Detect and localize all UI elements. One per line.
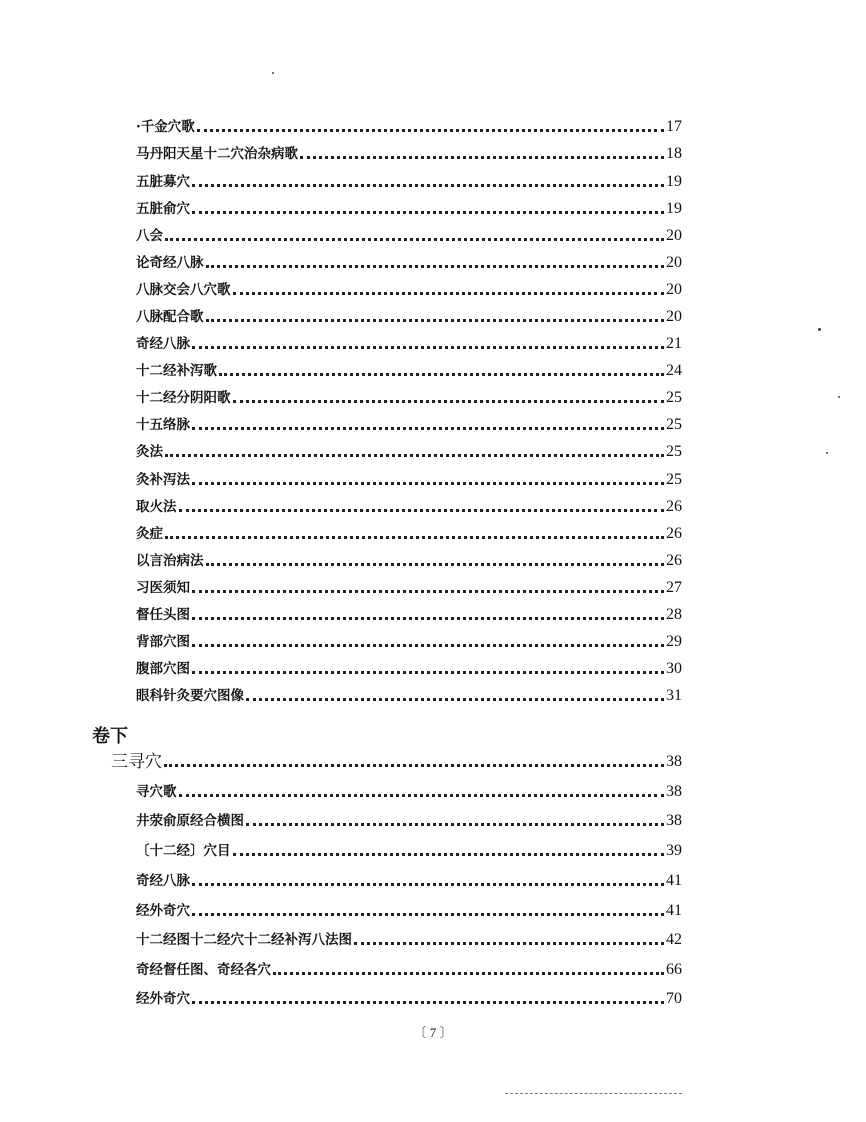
leader-dots	[233, 853, 665, 856]
toc-entry-page: 26	[666, 525, 682, 542]
leader-dots	[354, 942, 664, 945]
toc-entry-label: 寻穴歌	[136, 784, 177, 800]
toc-entry	[136, 961, 682, 979]
toc-entry-page: 21	[666, 335, 682, 352]
toc-entry-page: 25	[666, 471, 682, 488]
leader-dots	[164, 764, 664, 767]
toc-entry	[136, 471, 682, 489]
toc-entry	[136, 200, 682, 218]
toc-entry-label: 背部穴图	[136, 634, 190, 650]
toc-entry-label: 八脉交会八穴歌	[136, 282, 231, 298]
toc-entry	[136, 227, 682, 245]
toc-entry	[136, 606, 682, 624]
toc-entry-label: 灸症	[136, 526, 163, 542]
toc-entry	[136, 633, 682, 651]
scan-speck	[818, 328, 821, 331]
section-heading: 卷下	[92, 726, 128, 747]
leader-dots	[179, 794, 665, 797]
toc-entry-label: ·千金穴歌	[136, 119, 195, 135]
toc-entry	[136, 783, 682, 801]
leader-dots	[246, 698, 664, 701]
toc-entry-page: 26	[666, 552, 682, 569]
toc-entry-page: 38	[666, 812, 682, 829]
toc-entry-page: 38	[666, 783, 682, 800]
leader-dots	[192, 644, 664, 647]
leader-dots	[192, 590, 664, 593]
leader-dots	[192, 427, 664, 430]
leader-dots	[165, 454, 664, 457]
toc-entry-label: 督任头图	[136, 607, 190, 623]
toc-entry	[136, 308, 682, 326]
toc-entry-label: 取火法	[136, 499, 177, 515]
leader-dots	[206, 319, 665, 322]
toc-entry-page: 17	[666, 118, 682, 135]
leader-dots	[246, 823, 664, 826]
toc-entry	[136, 812, 682, 830]
toc-entry	[136, 687, 682, 705]
toc-entry-label: 奇经八脉	[136, 873, 190, 889]
toc-entry-label: 八会	[136, 228, 163, 244]
toc-entry-page: 24	[666, 362, 682, 379]
leader-dots	[192, 617, 664, 620]
toc-entry	[136, 525, 682, 543]
toc-entry-label: 奇经八脉	[136, 336, 190, 352]
toc-entry	[136, 335, 682, 353]
toc-entry-page: 41	[666, 902, 682, 919]
leader-dots	[206, 265, 665, 268]
toc-entry	[136, 145, 682, 163]
leader-dots	[233, 400, 665, 403]
toc-entry-page: 41	[666, 872, 682, 889]
toc-entry-label: 灸补泻法	[136, 472, 190, 488]
leader-dots	[192, 671, 664, 674]
toc-entry-page: 19	[666, 200, 682, 217]
leader-dots	[192, 211, 664, 214]
toc-entry-page: 25	[666, 443, 682, 460]
leader-dots	[192, 184, 664, 187]
leader-dots	[192, 913, 664, 916]
toc-entry	[136, 842, 682, 860]
leader-dots	[273, 972, 664, 975]
leader-dots	[179, 509, 665, 512]
toc-entry	[136, 579, 682, 597]
toc-entry-page: 25	[666, 389, 682, 406]
leader-dots	[219, 373, 664, 376]
scan-speck	[272, 72, 274, 74]
toc-entry-page: 30	[666, 660, 682, 677]
toc-entry-label: 灸法	[136, 444, 163, 460]
toc-entry-page: 28	[666, 606, 682, 623]
leader-dots	[165, 536, 664, 539]
toc-entry-page: 18	[666, 145, 682, 162]
toc-entry-label: 十二经图十二经穴十二经补泻八法图	[136, 932, 352, 948]
toc-entry-page: 20	[666, 254, 682, 271]
toc-entry-label: 〔十二经〕穴目	[136, 843, 231, 859]
toc-entry-page: 42	[666, 931, 682, 948]
toc-entry	[136, 254, 682, 272]
toc-entry	[136, 173, 682, 191]
toc-entry-label: 腹部穴图	[136, 661, 190, 677]
toc-entry-page: 25	[666, 416, 682, 433]
toc-entry-label: 眼科针灸要穴图像	[136, 688, 244, 704]
toc-entry-label: 论奇经八脉	[136, 255, 204, 271]
toc-entry-page: 27	[666, 579, 682, 596]
toc-entry	[136, 498, 682, 516]
leader-dots	[206, 563, 665, 566]
toc-entry-label: 马丹阳天星十二穴治杂病歌	[136, 146, 298, 162]
toc-entry-label: 奇经督任图、奇经各穴	[136, 962, 271, 978]
toc-entry	[136, 416, 682, 434]
toc-entry-label: 习医须知	[136, 580, 190, 596]
toc-entry-page: 20	[666, 281, 682, 298]
toc-entry	[136, 281, 682, 299]
toc-entry-label: 经外奇穴	[136, 903, 190, 919]
toc-entry	[136, 931, 682, 949]
toc-entry-page: 38	[666, 753, 682, 770]
toc-entry-page: 20	[666, 227, 682, 244]
leader-dots	[192, 482, 664, 485]
toc-entry-label: 以言治病法	[136, 553, 204, 569]
scan-speck	[838, 396, 840, 398]
toc-entry	[136, 902, 682, 920]
toc-entry-label: 三寻穴	[111, 752, 162, 772]
toc-entry-label: 井荥俞原经合横图	[136, 813, 244, 829]
toc-entry-label: 十二经分阴阳歌	[136, 390, 231, 406]
toc-chapter-entry	[111, 753, 682, 771]
leader-dots	[197, 129, 664, 132]
toc-entry-label: 五脏俞穴	[136, 201, 190, 217]
toc-entry-page: 19	[666, 173, 682, 190]
leader-dots	[233, 292, 665, 295]
toc-entry	[136, 389, 682, 407]
toc-entry	[136, 443, 682, 461]
toc-entry-label: 八脉配合歌	[136, 309, 204, 325]
leader-dots	[165, 238, 664, 241]
toc-entry	[136, 552, 682, 570]
toc-entry	[136, 118, 682, 136]
toc-entry	[136, 872, 682, 890]
leader-dots	[192, 1001, 664, 1004]
toc-entry-page: 29	[666, 633, 682, 650]
toc-entry-label: 五脏募穴	[136, 174, 190, 190]
toc-entry-label: 十五络脉	[136, 417, 190, 433]
toc-entry-page: 66	[666, 961, 682, 978]
toc-entry	[136, 362, 682, 380]
scan-rule	[505, 1093, 682, 1094]
leader-dots	[300, 156, 664, 159]
toc-entry-page: 31	[666, 687, 682, 704]
toc-entry	[136, 990, 682, 1008]
page-number: 〔 7 〕	[413, 1025, 453, 1040]
toc-entry-label: 十二经补泻歌	[136, 363, 217, 379]
toc-entry-page: 70	[666, 990, 682, 1007]
toc-entry-page: 26	[666, 498, 682, 515]
toc-entry-page: 39	[666, 842, 682, 859]
toc-entry	[136, 660, 682, 678]
leader-dots	[192, 346, 664, 349]
scan-speck	[826, 452, 828, 454]
toc-entry-page: 20	[666, 308, 682, 325]
toc-entry-label: 经外奇穴	[136, 991, 190, 1007]
leader-dots	[192, 883, 664, 886]
